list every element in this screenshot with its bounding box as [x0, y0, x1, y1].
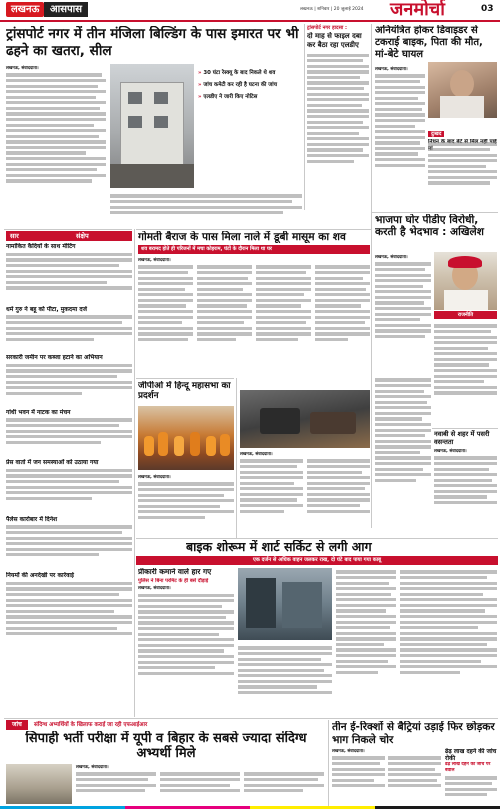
erick-headline: तीन ई-रिक्शों से बैट्रियां उड़ाई फिर छोड़कर भाग निकले चोर: [332, 721, 495, 746]
short-circuit-photo: [240, 390, 370, 448]
section-name-badge: [44, 2, 88, 17]
lower-left-story: प्रीकारी कमाने वाले हार गए पुलिस ने बिना परमिट के ही बसें दौड़ाई लखनऊ, संवाददाता।: [138, 568, 234, 718]
lead-bullet: » एलडीए ने जारी किए नोटिस: [198, 94, 258, 101]
section-name: आसपास: [50, 4, 83, 15]
sar-item: पैलेस कारोबार में दिनेश: [6, 516, 132, 570]
lead-headline: ट्रांसपोर्ट नगर में तीन मंजिला बिल्डिंग के पास इमारत पर भी ढहने का खतरा, सील: [6, 26, 299, 59]
gomti-headline: गोमती बैराज के पास मिला नाले में डूबी मासूम का शव: [138, 231, 346, 243]
bjp-photo-akhilesh: [434, 252, 497, 310]
lead-bullets: [198, 70, 302, 102]
lead-body-col1: [6, 65, 106, 227]
nav-headline: नवाबी से शहर में पसरी वसन्तता: [434, 430, 490, 446]
accident-photo: [428, 62, 497, 118]
sar-item: धर्म गुरु ने बहू को पीटा, मुकदमा दर्ज: [6, 306, 132, 352]
exam-kicker-row: जांच संदिग्ध अभ्यर्थियों के खिलाफ कराई जा रही एफआईआर: [6, 720, 326, 730]
transport-kicker: ट्रांसपोर्ट नगर हादसा :: [307, 25, 347, 31]
gomti-subhead-bar: शव बरामद होते ही परिजनों में मचा कोहराम, घंटों के दौरान मिला था घर: [138, 245, 370, 254]
accident-caption: दुःखद: [428, 120, 497, 153]
hindu-body: लखनऊ, संवाददाता।: [138, 474, 234, 536]
exam-headline: सिपाही भर्ती परीक्षा में यूपी व बिहार के सबसे ज्यादा संदिग्ध अभ्यर्थी मिले: [25, 731, 307, 761]
exam-photo: [6, 764, 72, 804]
gomti-body: लखनऊ, संवाददाता।: [138, 257, 370, 377]
date-line: लखनऊ | शनिवार | 20 जुलाई 2024: [300, 7, 364, 12]
hindu-photo-protest: [138, 406, 234, 470]
bjp-photo-label: राजनीति: [434, 311, 497, 319]
sar-item: नामांकित कैदियों के साथ मीटिंग: [6, 243, 132, 303]
transport-side: [307, 25, 369, 211]
lower-photo-shop: [238, 568, 332, 640]
lead-text: [6, 71, 106, 221]
lead-dateline: लखनऊ, संवाददाता।: [6, 66, 39, 71]
exam-body: लखनऊ, संवाददाता।: [76, 764, 326, 804]
masthead: [0, 0, 500, 22]
nav-body: लखनऊ, संवाददाता।: [434, 448, 497, 528]
lead-body-col2: [110, 192, 302, 228]
short-circuit-body: लखनऊ, संवाददाता।: [240, 451, 370, 535]
sar-item: नियमों की अनदेखी पर कार्रवाई: [6, 572, 132, 662]
lead-bullet: » 30 घंटा रेस्क्यू के बाद निकले थे शव: [198, 70, 276, 76]
paper-name: जनमोर्चा: [390, 0, 445, 20]
section-city-badge: [6, 2, 44, 17]
sar-column-header: सार संक्षेप: [6, 231, 132, 241]
short-circuit-kicker-bar: [240, 380, 370, 388]
lead-bullet: » जांच कमेटी कर रही है घटना की जांच: [198, 82, 278, 89]
sar-item: सरकारी जमीन पर कब्जा हटाने का अभियान: [6, 354, 132, 406]
short-circuit-headline: बाइक शोरूम में शार्ट सर्किट से लगी आग: [186, 540, 372, 554]
transport-side-headline: दो माह से फाइल दबा कर बैठा रहा एलडीए: [307, 32, 362, 49]
erick-side: ढेढ़ लाख दहने की जांच रोकी ढेढ़ लाख दहने की जांच पर बवाल: [445, 748, 497, 806]
sar-item: प्रेस वार्ता में जन समस्याओं को उठाया गया: [6, 459, 132, 513]
accident-body: लखनऊ, संवाददाता।: [375, 66, 425, 211]
lead-photo-building: [110, 64, 194, 188]
section-city: लखनऊ: [11, 4, 40, 15]
hindu-headline: जीपीओ में हिन्दू महासभा का प्रदर्शन: [138, 381, 231, 402]
bjp-body-left: लखनऊ, संवाददाता।: [375, 254, 431, 374]
page-number: 03: [481, 4, 494, 14]
sar-column: [6, 243, 132, 713]
short-circuit-subhead-bar: एक दर्जन से अधिक वाहन जलकर राख, दो घंटे बाद पाया गया काबू: [136, 556, 498, 565]
bjp-headline: भाजपा घोर पीडीए विरोधी, करती है भेदभाव : अखिलेश: [375, 214, 484, 239]
accident-headline: अनियंत्रित होकर डिवाइडर से टकराई बाइक, पिता की मौत, मां-बेटे घायल: [375, 25, 483, 60]
erick-body: लखनऊ, संवाददाता।: [332, 748, 442, 806]
sar-item: गांधी भवन में नाटक का मंचन: [6, 409, 132, 457]
